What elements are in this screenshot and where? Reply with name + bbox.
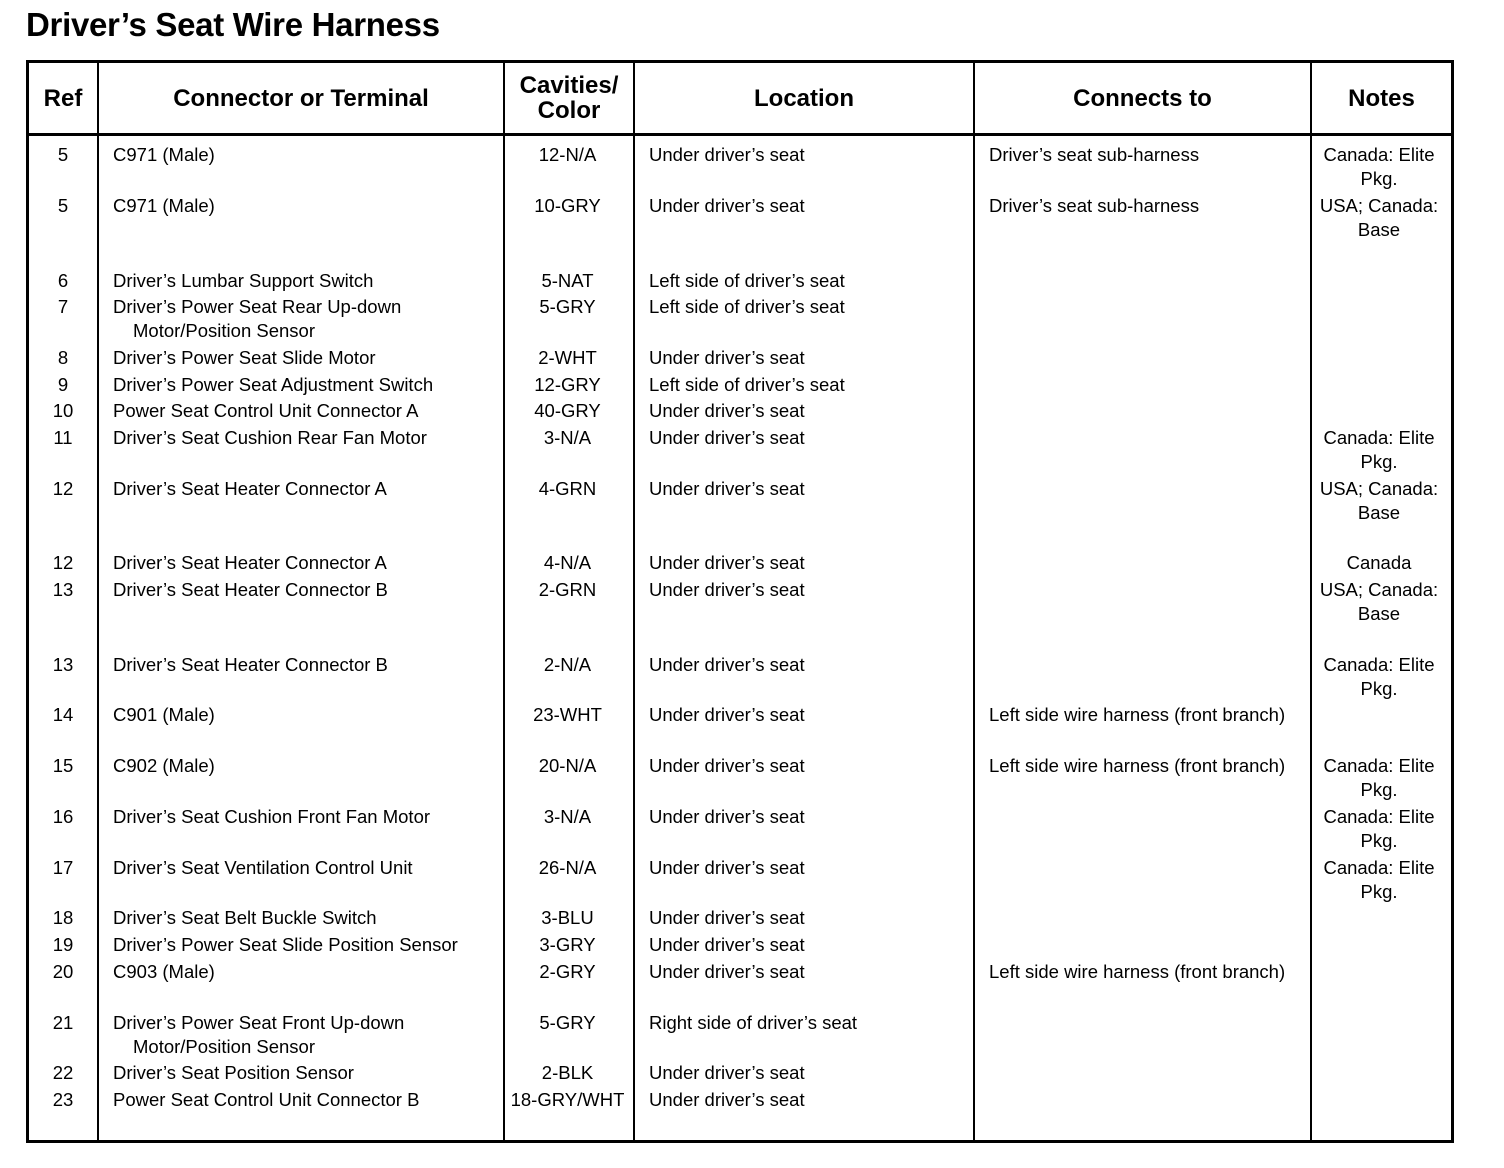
row-location: Under driver’s seat — [649, 907, 805, 928]
row-ref: 16 — [52, 806, 74, 827]
header-cavities-line2: Color — [537, 97, 601, 124]
row-cavities: 12-N/A — [538, 144, 597, 165]
row-ref: 13 — [52, 654, 74, 675]
row-ref: 7 — [57, 296, 69, 317]
row-connector: Driver’s Seat Position Sensor — [113, 1062, 354, 1083]
column-divider — [97, 63, 99, 1140]
row-cavities: 2-GRN — [538, 579, 597, 600]
row-ref: 13 — [52, 579, 74, 600]
row-cavities: 3-GRY — [539, 934, 596, 955]
row-cavities: 3-N/A — [543, 427, 592, 448]
header-connector: Connector or Terminal — [173, 84, 429, 112]
header-divider — [29, 133, 1451, 136]
row-notes: Canada: Elite Pkg. — [1323, 144, 1435, 189]
page-title: Driver’s Seat Wire Harness — [26, 6, 440, 43]
row-connector: Driver’s Seat Cushion Rear Fan Motor — [113, 427, 427, 448]
row-ref: 12 — [52, 478, 74, 499]
row-location: Under driver’s seat — [649, 427, 805, 448]
row-ref: 10 — [52, 400, 74, 421]
row-connector: Driver’s Seat Cushion Front Fan Motor — [113, 806, 431, 827]
row-connector: Driver’s Seat Belt Buckle Switch — [113, 907, 377, 928]
header-cavities-line1: Cavities/ — [519, 72, 619, 99]
row-location: Under driver’s seat — [649, 755, 805, 776]
row-ref: 12 — [52, 552, 74, 573]
row-connector: C971 (Male) — [113, 195, 215, 216]
row-location: Under driver’s seat — [649, 144, 805, 165]
row-location: Under driver’s seat — [649, 934, 805, 955]
row-location: Under driver’s seat — [649, 195, 805, 216]
row-connector: Power Seat Control Unit Connector A — [113, 400, 419, 421]
row-connector: Driver’s Power Seat Rear Up-down Motor/Position Sensor — [113, 296, 402, 341]
row-cavities: 20-N/A — [538, 755, 597, 776]
row-ref: 23 — [52, 1089, 74, 1110]
row-notes: Canada: Elite Pkg. — [1323, 755, 1435, 800]
row-connects-to: Left side wire harness (front branch) — [989, 961, 1286, 982]
row-location: Left side of driver’s seat — [649, 296, 845, 317]
row-location: Under driver’s seat — [649, 654, 805, 675]
row-notes: Canada: Elite Pkg. — [1323, 806, 1435, 851]
row-cavities: 4-GRN — [538, 478, 597, 499]
row-ref: 8 — [57, 347, 69, 368]
row-connector: Driver’s Power Seat Slide Position Sensor — [113, 934, 458, 955]
row-ref: 5 — [57, 144, 69, 165]
row-location: Under driver’s seat — [649, 704, 805, 725]
row-connector: C902 (Male) — [113, 755, 215, 776]
row-ref: 6 — [57, 270, 69, 291]
row-location: Left side of driver’s seat — [649, 374, 845, 395]
row-ref: 15 — [52, 755, 74, 776]
row-connector: Driver’s Seat Heater Connector A — [113, 552, 387, 573]
row-cavities: 10-GRY — [534, 195, 601, 216]
row-connector: Driver’s Lumbar Support Switch — [113, 270, 374, 291]
row-notes: USA; Canada: Base — [1319, 195, 1439, 240]
row-cavities: 5-GRY — [539, 1012, 596, 1033]
header-cavities — [505, 63, 633, 133]
row-location: Under driver’s seat — [649, 347, 805, 368]
row-notes: Canada: Elite Pkg. — [1323, 857, 1435, 902]
row-cavities: 2-N/A — [543, 654, 592, 675]
row-location: Under driver’s seat — [649, 579, 805, 600]
row-cavities: 40-GRY — [534, 400, 601, 421]
row-cavities: 18-GRY/WHT — [510, 1089, 625, 1110]
row-connects-to: Left side wire harness (front branch) — [989, 755, 1286, 776]
row-ref: 9 — [57, 374, 69, 395]
column-divider — [973, 63, 975, 1140]
row-notes: Canada: Elite Pkg. — [1323, 427, 1435, 472]
row-notes: USA; Canada: Base — [1319, 579, 1439, 624]
row-connector: Driver’s Seat Heater Connector B — [113, 579, 388, 600]
row-location: Under driver’s seat — [649, 806, 805, 827]
column-divider — [633, 63, 635, 1140]
row-notes: Canada: Elite Pkg. — [1323, 654, 1435, 699]
row-connector: C903 (Male) — [113, 961, 215, 982]
row-connects-to: Driver’s seat sub-harness — [989, 195, 1200, 216]
row-cavities: 23-WHT — [533, 704, 602, 725]
row-ref: 11 — [53, 427, 73, 448]
row-cavities: 2-BLK — [541, 1062, 594, 1083]
row-connector: Driver’s Power Seat Front Up-down Motor/Position Sensor — [113, 1012, 405, 1057]
row-cavities: 2-WHT — [538, 347, 597, 368]
row-cavities: 5-NAT — [541, 270, 594, 291]
row-connector: Driver’s Power Seat Slide Motor — [113, 347, 376, 368]
row-cavities: 12-GRY — [534, 374, 601, 395]
row-location: Under driver’s seat — [649, 552, 805, 573]
row-connector: Driver’s Seat Heater Connector A — [113, 478, 387, 499]
row-location: Under driver’s seat — [649, 857, 805, 878]
row-location: Under driver’s seat — [649, 961, 805, 982]
row-connector: Driver’s Power Seat Adjustment Switch — [113, 374, 434, 395]
row-ref: 17 — [52, 857, 74, 878]
header-connects-to: Connects to — [1073, 84, 1212, 112]
row-ref: 22 — [52, 1062, 74, 1083]
row-cavities: 3-N/A — [543, 806, 592, 827]
header-notes: Notes — [1348, 84, 1415, 112]
row-connector: Power Seat Control Unit Connector B — [113, 1089, 420, 1110]
row-ref: 19 — [52, 934, 74, 955]
row-connector: C901 (Male) — [113, 704, 215, 725]
row-connector: C971 (Male) — [113, 144, 215, 165]
header-location: Location — [754, 84, 854, 112]
row-cavities: 5-GRY — [539, 296, 596, 317]
row-location: Under driver’s seat — [649, 478, 805, 499]
row-ref: 14 — [52, 704, 74, 725]
row-location: Right side of driver’s seat — [649, 1012, 858, 1033]
header-ref: Ref — [43, 84, 83, 112]
row-connector: Driver’s Seat Ventilation Control Unit — [113, 857, 413, 878]
row-connects-to: Left side wire harness (front branch) — [989, 704, 1286, 725]
row-notes: Canada — [1346, 552, 1412, 573]
row-location: Under driver’s seat — [649, 1089, 805, 1110]
harness-table — [26, 60, 1454, 1143]
row-cavities: 26-N/A — [538, 857, 597, 878]
row-location: Under driver’s seat — [649, 400, 805, 421]
row-location: Under driver’s seat — [649, 1062, 805, 1083]
row-cavities: 3-BLU — [541, 907, 594, 928]
row-cavities: 2-GRY — [539, 961, 596, 982]
row-ref: 5 — [57, 195, 69, 216]
row-notes: USA; Canada: Base — [1319, 478, 1439, 523]
row-location: Left side of driver’s seat — [649, 270, 845, 291]
row-ref: 21 — [52, 1012, 74, 1033]
row-connector: Driver’s Seat Heater Connector B — [113, 654, 388, 675]
row-ref: 18 — [52, 907, 74, 928]
row-connects-to: Driver’s seat sub-harness — [989, 144, 1200, 165]
row-cavities: 4-N/A — [543, 552, 592, 573]
row-ref: 20 — [52, 961, 74, 982]
